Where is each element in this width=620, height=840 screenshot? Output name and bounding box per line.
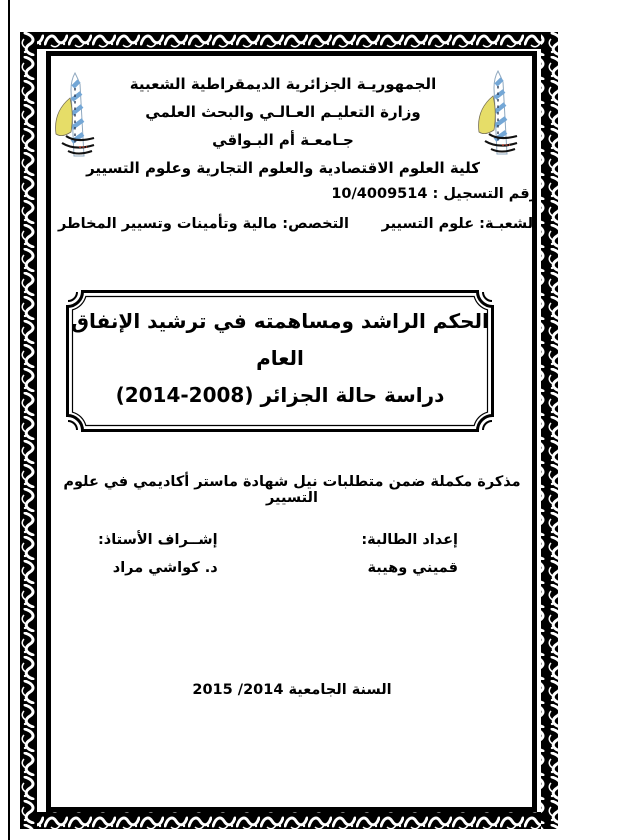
supervisor-label: إشــراف الأستاذ: xyxy=(98,532,218,548)
thesis-title-line2 xyxy=(116,377,445,414)
page-edge-line xyxy=(8,0,10,840)
border-left-band xyxy=(20,32,37,829)
supervisor-name: د. كواشي مراد xyxy=(112,560,218,576)
thesis-title-box xyxy=(66,290,494,432)
thesis-title-line1: الحكم الراشد ومساهمته في ترشيد الإنفاق العام xyxy=(71,308,489,370)
border-bottom-band xyxy=(20,812,558,829)
branch-line: الشعبـة: علوم التسيير xyxy=(381,216,538,232)
preparer-name: قميني وهيبة xyxy=(367,560,458,576)
preparer-block xyxy=(361,526,458,582)
thesis-note-line: مذكرة مكملة ضمن متطلبات نيل شهادة ماستر أكاديمي في علوم التسيير xyxy=(63,474,521,506)
university-line: جـامعـة أم البـواقي xyxy=(212,131,354,149)
thesis-title xyxy=(66,290,494,432)
thesis-title-line2-text: دراسة حالة الجزائر xyxy=(260,382,445,407)
academic-year-line: السنة الجامعية 2014/ 2015 xyxy=(192,682,392,698)
supervisor-block xyxy=(98,526,218,582)
faculty-line: كلية العلوم الاقتصادية والعلوم التجارية وعلوم التسيير xyxy=(86,159,480,177)
registration-number-line: رقم التسجيل : 10/4009514 xyxy=(331,186,538,202)
specialty-line: التخصص: مالية وتأمينات وتسيير المخاطر xyxy=(58,216,349,232)
institution-header xyxy=(51,70,515,182)
republic-line: الجمهوريـة الجزائرية الديمقراطية الشعبية xyxy=(129,75,437,93)
ministry-line: وزارة التعليـم العـالـي والبحث العلمي xyxy=(145,103,421,121)
preparer-label: إعداد الطالبة: xyxy=(361,532,458,548)
border-right-band xyxy=(541,32,558,829)
thesis-title-years: (2014-2008) xyxy=(115,382,254,407)
border-top-band xyxy=(20,32,558,49)
